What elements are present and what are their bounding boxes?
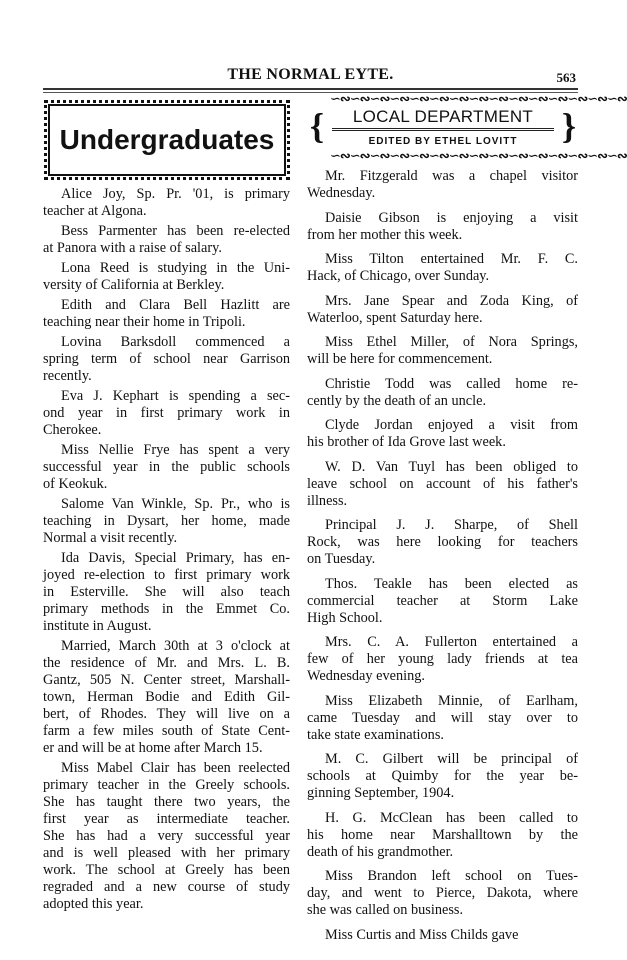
text-line: Wednesday. (307, 185, 376, 201)
news-item (307, 210, 578, 244)
news-item (43, 388, 290, 439)
text-line: cently by the death of an uncle. (307, 392, 487, 409)
text-line: spring term of school near Garrison (43, 351, 290, 367)
news-item (307, 168, 578, 202)
text-line: Daisie Gibson is enjoying a visit (325, 209, 578, 226)
news-item (307, 634, 578, 685)
text-line: Rock, was here looking for teachers (307, 534, 578, 550)
text-line: ginning September, 1904. (307, 785, 455, 801)
text-line: commercial teacher at Storm Lake (307, 592, 578, 609)
undergraduates-heading-box (44, 100, 290, 180)
text-line: She has taught there two years, the (43, 794, 290, 810)
text-line: on Tuesday. (307, 551, 376, 567)
text-line: primary teacher in the Greely schools. (43, 777, 290, 793)
text-line: regraded and a new course of study (43, 879, 290, 895)
news-item (307, 293, 578, 327)
text-line: W. D. Van Tuyl has been obliged to (325, 458, 578, 475)
text-line: Waterloo, spent Saturday here. (307, 309, 483, 326)
news-item (43, 442, 290, 493)
news-item (43, 550, 290, 635)
text-line: will be here for commencement. (307, 351, 493, 367)
text-line: the residence of Mr. and Mrs. L. B. (43, 655, 290, 671)
text-line: Alice Joy, Sp. Pr. '01, is primary (61, 186, 290, 202)
editor-line: EDITED BY ETHEL LOVITT (368, 136, 518, 147)
news-item (307, 334, 578, 368)
text-line: teacher at Algona. (43, 203, 147, 219)
text-line: town, Herman Bodie and Edith Gil- (43, 689, 290, 705)
news-item (43, 638, 290, 757)
local-department-heading: LOCAL DEPARTMENT (332, 107, 554, 131)
text-line: Edith and Clara Bell Hazlitt are (61, 297, 290, 313)
text-line: er and will be at home after March 15. (43, 740, 263, 756)
text-line: Mrs. C. A. Fullerton entertained a (325, 634, 578, 650)
text-line: farm a few miles south of State Cent- (43, 723, 290, 739)
text-line: she was called on business. (307, 902, 464, 918)
text-line: his home near Marshalltown by the (307, 826, 578, 843)
news-item (307, 810, 578, 861)
text-line: first year as intermediate teacher. (43, 811, 290, 827)
text-line: day, and went to Pierce, Dakota, where (307, 885, 578, 901)
text-line: joyed re-election to first primary work (43, 567, 290, 583)
text-line: Bess Parmenter has been re-elected (61, 223, 290, 239)
local-department-heading-box (308, 91, 627, 163)
text-line: take state examinations. (307, 726, 444, 743)
text-line: his brother of Ida Grove last week. (307, 434, 506, 450)
text-line: Gantz, 505 N. Center street, Marshall- (43, 672, 290, 688)
text-line: Miss Mabel Clair has been reelected (61, 760, 290, 776)
text-line: primary methods in the Emmet Co. (43, 601, 290, 617)
text-line: Clyde Jordan enjoyed a visit from (325, 417, 578, 433)
text-line: H. G. McClean has been called to (325, 809, 578, 826)
text-line: ond year in first primary work in (43, 405, 290, 421)
news-item (43, 186, 290, 220)
text-line: She has had a very successful year (43, 828, 290, 844)
text-line: schools at Quimby for the year be- (307, 768, 578, 784)
news-item (43, 496, 290, 547)
text-line: Married, March 30th at 3 o'clock at (61, 638, 290, 654)
text-line: Lovina Barksdoll commenced a (61, 334, 290, 350)
text-line: High School. (307, 609, 383, 626)
text-line: Eva J. Kephart is spending a sec- (61, 388, 290, 404)
news-item (43, 260, 290, 294)
text-line: death of his grandmother. (307, 843, 454, 860)
text-line: Normal a visit recently. (43, 530, 178, 546)
text-line: Miss Nellie Frye has spent a very (61, 442, 290, 458)
text-line: Hack, of Chicago, over Sunday. (307, 268, 490, 284)
text-line: Thos. Teakle has been elected as (325, 575, 578, 592)
text-line: in Esterville. She will also teach (43, 584, 290, 600)
news-item (43, 297, 290, 331)
text-line: recently. (43, 368, 92, 384)
text-line: of Keokuk. (43, 476, 108, 492)
text-line: and is well pleased with her primary (43, 845, 290, 861)
text-line: Mrs. Jane Spear and Zoda King, of (325, 292, 578, 309)
text-line: Ida Davis, Special Primary, has en- (61, 550, 290, 566)
scroll-brace-right-icon: } (561, 106, 577, 146)
news-item (307, 251, 578, 285)
text-line: successful year in the public schools (43, 459, 290, 475)
text-line: came Tuesday and will stay over to (307, 709, 578, 726)
text-line: Christie Todd was called home re- (325, 375, 578, 392)
text-line: versity of California at Berkley. (43, 277, 225, 293)
news-item (43, 760, 290, 913)
news-item (307, 517, 578, 568)
text-line: Salome Van Winkle, Sp. Pr., who is (61, 496, 290, 512)
text-line: at Panora with a raise of salary. (43, 240, 222, 256)
text-line: few of her young lady friends at tea (307, 651, 578, 667)
text-line: Lona Reed is studying in the Uni- (61, 260, 290, 276)
undergraduates-column (43, 186, 290, 916)
local-department-column (307, 168, 578, 951)
news-item (307, 417, 578, 451)
news-item (307, 376, 578, 410)
text-line: teaching in Dysart, her home, made (43, 513, 290, 529)
text-line: Miss Ethel Miller, of Nora Springs, (325, 334, 578, 350)
text-line: Miss Elizabeth Minnie, of Earlham, (325, 692, 578, 709)
text-line: M. C. Gilbert will be principal of (325, 751, 578, 767)
text-line: institute in August. (43, 618, 152, 634)
news-item (307, 576, 578, 627)
news-item (307, 751, 578, 802)
text-line: work. The school at Greely has been (43, 862, 290, 878)
news-item (43, 223, 290, 257)
scroll-brace-left-icon: { (309, 106, 325, 146)
news-item (307, 868, 578, 919)
text-line: from her mother this week. (307, 226, 463, 243)
text-line: teaching near their home in Tripoli. (43, 314, 246, 330)
news-item (43, 334, 290, 385)
news-item (307, 927, 578, 944)
text-line: leave school on account of his father's (307, 475, 578, 492)
text-line: Principal J. J. Sharpe, of Shell (325, 517, 578, 533)
scroll-ornament-bottom-icon: ∽∾∽∾∽∾∽∾∽∾∽∾∽∾∽∾∽∾∽∾∽∾∽∾∽∾∽∾∽∾ (330, 148, 627, 163)
text-line: Wednesday evening. (307, 668, 425, 684)
text-line: bert, of Rhodes. They will live on a (43, 706, 290, 722)
news-item (307, 459, 578, 510)
news-item (307, 693, 578, 744)
scroll-ornament-top-icon: ∽∾∽∾∽∾∽∾∽∾∽∾∽∾∽∾∽∾∽∾∽∾∽∾∽∾∽∾∽∾ (330, 91, 627, 106)
text-line: adopted this year. (43, 896, 144, 912)
running-head (43, 64, 578, 86)
undergraduates-heading: Undergraduates (59, 124, 275, 155)
text-line: Mr. Fitzgerald was a chapel visitor (325, 168, 578, 184)
text-line: Cherokee. (43, 422, 102, 438)
text-line: Miss Brandon left school on Tues- (325, 868, 578, 884)
text-line: Miss Curtis and Miss Childs gave (325, 926, 519, 943)
text-line: illness. (307, 492, 348, 509)
page-number: 563 (556, 70, 576, 85)
journal-title: THE NORMAL EYTE. (227, 66, 394, 83)
text-line: Miss Tilton entertained Mr. F. C. (325, 251, 578, 267)
